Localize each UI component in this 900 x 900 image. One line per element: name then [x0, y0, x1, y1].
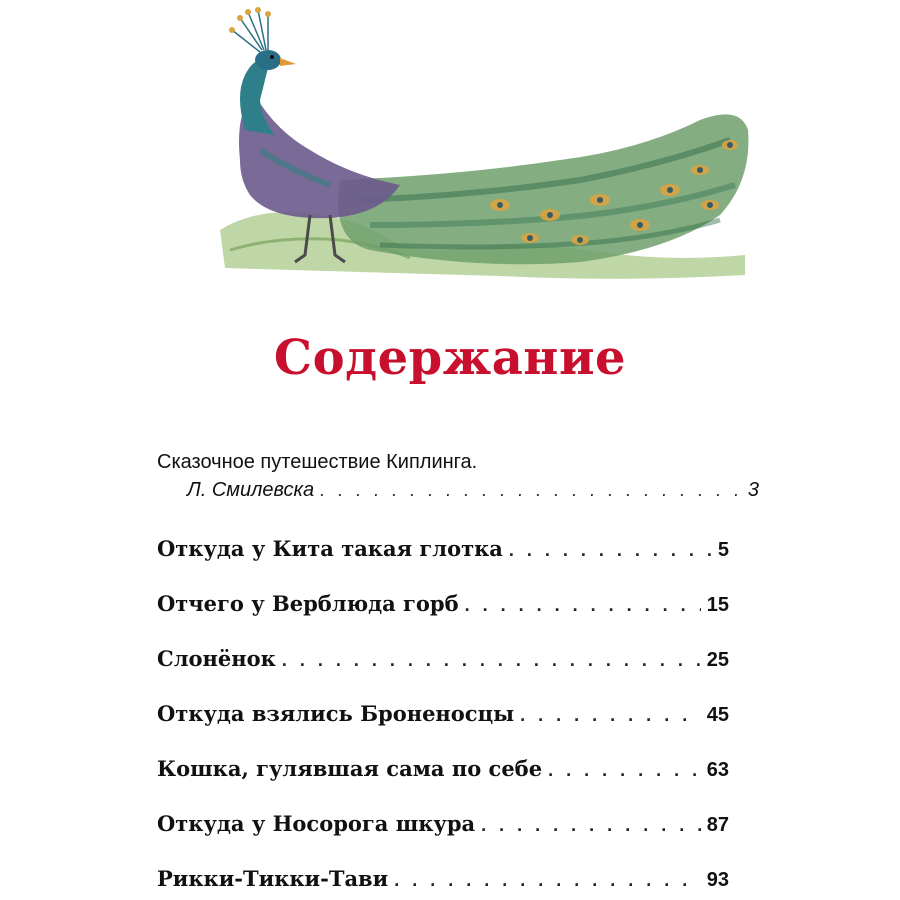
- table-of-contents: [157, 448, 759, 895]
- page-number: 25: [706, 649, 729, 671]
- leader-dots: [509, 535, 712, 565]
- leader-dots: [394, 865, 701, 895]
- peacock-beak: [280, 58, 296, 66]
- toc-entry[interactable]: [157, 699, 729, 730]
- page-number: 93: [706, 869, 729, 891]
- peacock-body: [239, 95, 400, 218]
- peacock-tail: [338, 114, 748, 264]
- entry-title: Рикки-Тикки-Тави: [157, 866, 389, 891]
- leader-dots: [481, 810, 701, 840]
- toc-entry[interactable]: [157, 864, 729, 895]
- peacock-head: [255, 50, 281, 70]
- intro-author-row: [157, 476, 759, 504]
- entry-title: Слонёнок: [157, 646, 276, 671]
- leader-dots: [548, 755, 701, 785]
- toc-entry[interactable]: [157, 809, 729, 840]
- entry-title: Отчего у Верблюда горб: [157, 591, 459, 616]
- toc-entry[interactable]: [157, 589, 729, 620]
- page-number: 15: [706, 594, 729, 616]
- toc-entry[interactable]: [157, 754, 729, 785]
- leader-dots: [282, 645, 701, 675]
- intro-author: Л. Смилевска: [187, 479, 315, 501]
- toc-entry[interactable]: [157, 644, 729, 675]
- page-number: 3: [747, 479, 759, 501]
- peacock-crest: [232, 10, 268, 52]
- page-number: 5: [717, 539, 729, 561]
- peacock-illustration: [200, 0, 760, 290]
- entry-title: Откуда взялись Броненосцы: [157, 701, 515, 726]
- toc-intro-entry[interactable]: [157, 448, 759, 504]
- leader-dots: [520, 700, 701, 730]
- page-number: 63: [706, 759, 729, 781]
- entry-title: Кошка, гулявшая сама по себе: [157, 756, 543, 781]
- page-title: Содержание: [273, 330, 627, 386]
- leader-dots: [465, 590, 701, 620]
- page-number: 45: [706, 704, 729, 726]
- intro-title: Сказочное путешествие Киплинга.: [157, 451, 478, 473]
- page-number: 87: [706, 814, 729, 836]
- entry-title: Откуда у Кита такая глотка: [157, 536, 503, 561]
- toc-entry[interactable]: [157, 534, 729, 565]
- leader-dots: [320, 476, 742, 504]
- entry-title: Откуда у Носорога шкура: [157, 811, 476, 836]
